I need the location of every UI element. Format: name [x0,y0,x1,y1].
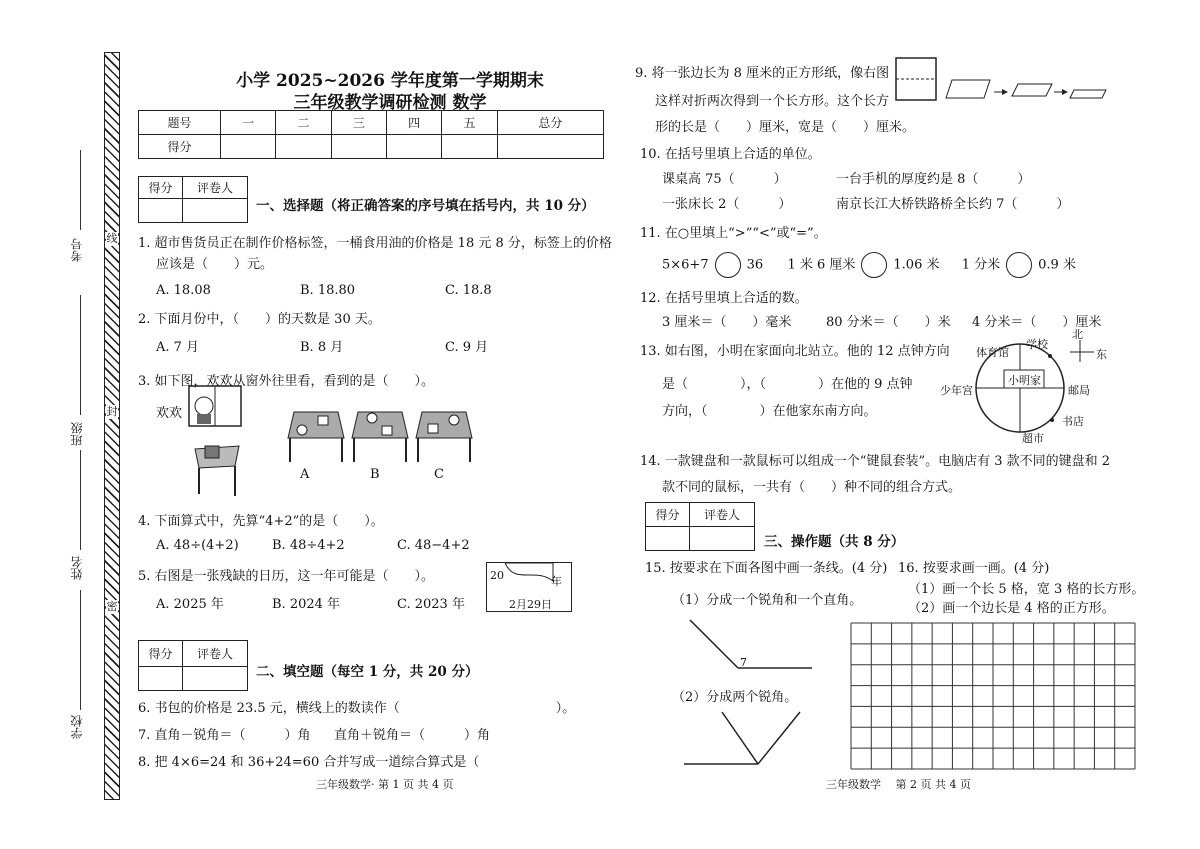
svg-text:7: 7 [740,656,747,669]
score-cell-header: 四 [386,111,441,135]
q3-option-a-label: A [300,467,310,482]
q13-line2: 是（ ），（ ）在他的 9 点钟 [662,377,913,392]
footer-page-2: 三年级数学 第 2 页 共 4 页 [826,778,971,791]
q4-option-a[interactable]: A. 48÷(4+2) [156,538,239,553]
q11-compare-circle[interactable] [715,252,741,278]
section-2-heading: 二、填空题（每空 1 分，共 20 分） [256,664,479,680]
q14-line2: 款不同的鼠标，一共有（ ）种不同的组合方式。 [662,480,962,495]
score-cell-header: 题号 [139,111,221,135]
q13-line1: 13. 如右图，小明在家面向北站立。他的 12 点钟方向 [640,344,950,359]
q10-stem: 10. 在括号里填上合适的单位。 [640,147,821,162]
q7-part2: 直角＋锐角＝（ ）角 [334,728,491,743]
seal-char-xian: 线 [106,232,118,245]
q11-compare-circle[interactable] [1006,252,1032,278]
score-row-label: 得分 [139,135,221,159]
map-north: 北 [1072,328,1083,341]
q14-line1: 14. 一款键盘和一款鼠标可以组成一个“键鼠套装”。电脑店有 3 款不同的键盘和 2 [640,454,1111,469]
q11-c-left: 1 分米 [961,257,1001,273]
map-school: 学校 [1026,338,1048,351]
q3-option-c-figure[interactable] [414,408,474,464]
grader-defen: 得分 [139,641,183,667]
label-xuexiao: 学校 [70,715,84,739]
q2-option-b[interactable]: B. 8 月 [300,340,344,355]
q12-stem: 12. 在括号里填上合适的数。 [640,291,808,306]
q10-a: 课桌高 75（ ） [662,172,787,187]
score-input[interactable] [276,135,331,159]
q9-line2: 这样对折两次得到一个长方形。这个长方 [655,94,890,109]
q11-a-right: 36 [746,257,764,273]
binding-stripe [104,52,120,800]
score-input[interactable] [221,135,276,159]
q10-b: 一台手机的厚度约是 8（ ） [836,172,1031,187]
q2-option-a[interactable]: A. 7 月 [156,340,200,355]
q11-row [662,252,1076,278]
q9-line3: 形的长是（ ）厘米，宽是（ ）厘米。 [655,120,916,135]
q1-option-b[interactable]: B. 18.80 [300,283,356,298]
q9-folding-figure [894,56,1110,106]
q1-line1: 1. 超市售货员正在制作价格标签，一桶食用油的价格是 18 元 8 分，标签上的价格 [138,236,612,251]
q11-b-right: 1.06 米 [893,257,940,273]
q16-part2: （2）画一个边长是 4 格的正方形。 [908,601,1115,616]
q9-line1: 9. 将一张边长为 8 厘米的正方形纸，像右图 [635,66,890,81]
q16-drawing-grid[interactable] [850,622,1136,770]
score-input[interactable] [386,135,441,159]
seal-char-mi: 密 [106,600,118,613]
q3-person-label: 欢欢 [156,406,183,421]
q2-option-c[interactable]: C. 9 月 [445,340,489,355]
grader-pingjuan: 评卷人 [182,177,247,199]
q1-option-a[interactable]: A. 18.08 [156,283,211,298]
q5-stem: 5. 右图是一张残缺的日历，这一年可能是（ ）。 [138,569,435,584]
grader-pingjuan: 评卷人 [689,503,754,527]
q4-option-b[interactable]: B. 48÷4+2 [272,538,345,553]
footer-page-1: 三年级数学· 第 1 页 共 4 页 [316,778,454,791]
q5-calendar [486,562,572,612]
score-cell-header: 一 [221,111,276,135]
score-cell-header: 五 [442,111,497,135]
q1-option-c[interactable]: C. 18.8 [445,283,492,298]
q3-option-b-figure[interactable] [350,408,410,464]
q3-option-a-figure[interactable] [286,408,346,464]
q3-window-figure [185,384,255,502]
q4-option-c[interactable]: C. 48−4+2 [397,538,470,553]
grader-pingjuan: 评卷人 [182,641,247,667]
seal-char-feng: 封 [106,405,118,418]
q8-text: 8. 把 4×6=24 和 36+24=60 合并写成一道综合算式是（ [138,755,480,770]
q5-option-c[interactable]: C. 2023 年 [397,597,465,612]
q10-d: 南京长江大桥铁路桥全长约 7（ ） [836,197,1070,212]
q12-b: 80 分米＝（ ）米 [826,315,951,330]
q6-text: 6. 书包的价格是 23.5 元，横线上的数读作（ ）。 [138,701,576,716]
banji-line [80,295,81,415]
q11-c-right: 0.9 米 [1038,257,1076,273]
q4-stem: 4. 下面算式中，先算“4+2”的是（ ）。 [138,514,384,529]
map-youth-palace: 少年宫 [940,384,973,397]
q12-a: 3 厘米＝（ ）毫米 [662,315,792,330]
grader-input[interactable] [139,667,183,691]
score-table [138,110,604,159]
map-supermarket: 超市 [1022,432,1044,445]
score-input[interactable] [497,135,603,159]
q3-option-b-label: B [370,467,380,482]
label-xingming: 姓名 [70,556,84,580]
exam-title: 小学 2025~2026 学年度第一学期期末 [236,71,544,91]
q11-stem: 11. 在○里填上“>”“<”或“=”。 [640,226,827,241]
grader-defen: 得分 [646,503,690,527]
grader-input[interactable] [182,667,247,691]
map-bookstore: 书店 [1062,415,1084,428]
xingming-line [80,450,81,550]
q5-option-a[interactable]: A. 2025 年 [156,597,224,612]
score-input[interactable] [442,135,497,159]
grader-box-1 [138,176,248,223]
exam-subtitle: 三年级教学调研检测 数学 [293,93,487,113]
q15-angle-1[interactable] [686,616,816,672]
calendar-nian: 年 [551,575,562,588]
grader-input[interactable] [689,527,754,551]
map-home: 小明家 [1008,374,1041,387]
calendar-date: 2月29日 [509,598,552,611]
map-east: 东 [1096,348,1107,361]
calendar-20: 20 [490,569,504,582]
label-kaohao: 考号 [70,238,84,262]
q15-stem: 15. 按要求在下面各图中画一条线。(4 分) [645,561,888,576]
q15-part2: （2）分成两个锐角。 [672,690,798,705]
grader-box-3 [645,502,755,551]
grader-defen: 得分 [139,177,183,199]
q11-a-left: 5×6+7 [662,257,709,273]
q12-c: 4 分米＝（ ）厘米 [972,315,1102,330]
q13-line3: 方向，（ ）在他家东南方向。 [662,404,877,419]
q5-option-b[interactable]: B. 2024 年 [272,597,341,612]
q10-c: 一张床长 2（ ） [662,197,792,212]
section-3-heading: 三、操作题（共 8 分） [764,534,905,550]
q16-stem: 16. 按要求画一画。(4 分) [898,561,1050,576]
q1-line2: 应该是（ ）元。 [156,257,274,272]
q3-stem: 3. 如下图，欢欢从窗外往里看，看到的是（ ）。 [138,374,435,389]
grader-box-2 [138,640,248,691]
grader-input[interactable] [182,199,247,223]
label-banji: 班级 [70,422,84,446]
q11-compare-circle[interactable] [861,252,887,278]
q7-part1: 7. 直角－锐角＝（ ）角 [138,728,311,743]
q3-option-c-label: C [434,467,444,482]
score-cell-header: 二 [276,111,331,135]
score-input[interactable] [331,135,386,159]
q15-part1: （1）分成一个锐角和一个直角。 [672,593,863,608]
score-cell-header: 总分 [497,111,603,135]
kaohao-line [80,150,81,230]
grader-input[interactable] [646,527,690,551]
xuexiao-line [80,590,81,710]
grader-input[interactable] [139,199,183,223]
map-post-office: 邮局 [1068,384,1090,397]
map-gym: 体育馆 [976,346,1009,359]
q15-angle-2[interactable] [682,708,812,768]
section-1-heading: 一、选择题（将正确答案的序号填在括号内，共 10 分） [256,198,595,214]
q11-b-left: 1 米 6 厘米 [787,257,856,273]
score-cell-header: 三 [331,111,386,135]
q2-stem: 2. 下面月份中，（ ）的天数是 30 天。 [138,312,381,327]
q16-part1: （1）画一个长 5 格，宽 3 格的长方形。 [908,582,1145,597]
